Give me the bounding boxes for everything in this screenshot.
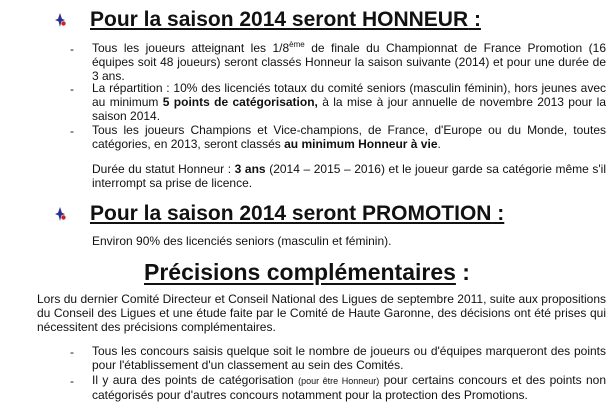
bullet-icon <box>52 12 68 28</box>
duration-paragraph: Durée du statut Honneur : 3 ans (2014 – 2015 – 2016) et le joueur garde sa catégorie même s'il interrompt sa prise de licence. <box>92 162 607 190</box>
list-item: Il y aura des points de catégorisation (pour être Honneur) pour certains concours et des points non catégorisés pour d'autres concours notamment pour la protection des Promotions. <box>92 373 606 402</box>
list-dash: - <box>70 42 74 56</box>
section-heading-honneur <box>90 8 481 32</box>
list-item: La répartition : 10% des licenciés totaux du comité seniors (masculin féminin), hors jeunes avec au minimum 5 points de catégorisation, à la mise à jour annuelle de novembre 2013 pour la saison 2014. <box>92 81 607 123</box>
heading-prefix: Pour la saison 2014 seront <box>90 8 362 31</box>
list-dash: - <box>70 124 74 138</box>
bullet-icon <box>52 206 68 222</box>
section-heading-promotion <box>90 202 504 226</box>
list-dash: - <box>70 82 74 96</box>
heading-keyword: HONNEUR <box>361 8 469 31</box>
precisions-title: Précisions complémentaires : <box>144 259 470 285</box>
list-item: Tous les joueurs Champions et Vice-champions, de France, d'Europe ou du Monde, toutes catégories, en 2013, seront classés au minimum Honneur à vie. <box>92 123 606 151</box>
heading-prefix: Pour la saison 2014 seront <box>90 202 362 225</box>
heading-keyword: PROMOTION <box>361 202 492 225</box>
heading-suffix: : <box>468 8 481 31</box>
list-item: Tous les concours saisis quelque soit le nombre de joueurs ou d'équipes marqueront des points pour l'établissement d'un classement au sein des Comités. <box>92 344 606 372</box>
heading-suffix: : <box>491 202 505 225</box>
precisions-intro: Lors du dernier Comité Directeur et Conseil National des Ligues de septembre 2011, suite aux propositions du Conseil des Ligues et une étude faite par le Comité de Haute Garonne, des décisions ont été prises qui nécessitent des précisions complémentaires. <box>37 292 606 334</box>
list-item: Tous les joueurs atteignant les 1/8ème de finale du Championnat de France Promotion (16 équipes soit 48 joueurs) seront classés Honneur la saison suivante (2014) et pour une durée de 3 ans. <box>92 40 606 83</box>
list-dash: - <box>70 374 74 388</box>
list-dash: - <box>70 345 74 359</box>
promotion-text: Environ 90% des licenciés seniors (masculin et féminin). <box>92 234 392 248</box>
